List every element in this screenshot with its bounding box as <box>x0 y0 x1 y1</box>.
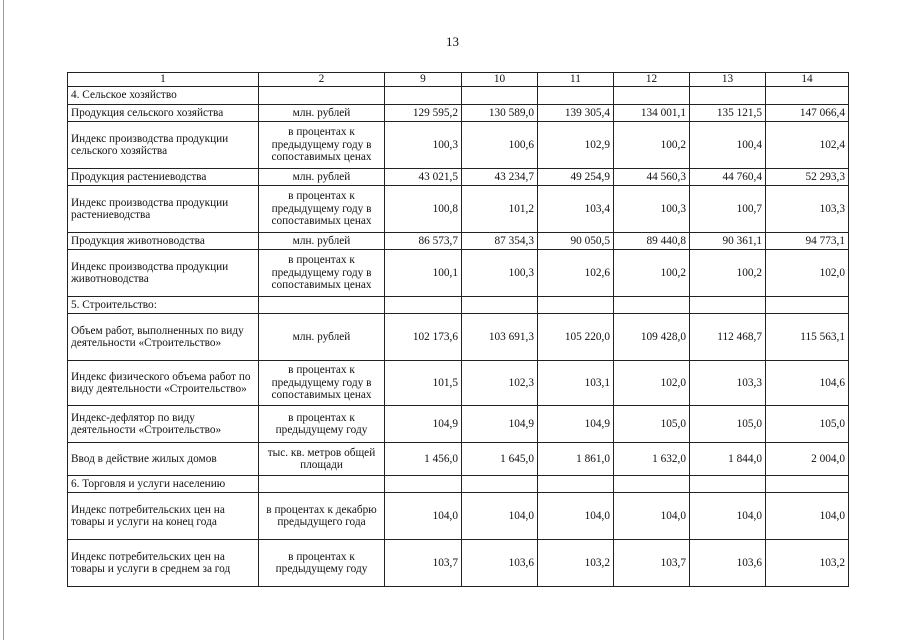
unit-cell: в процентах к предыдущему году в сопоставимых ценах <box>259 250 385 297</box>
empty-cell <box>259 476 385 493</box>
value-cell: 94 773,1 <box>766 233 849 250</box>
value-cell: 1 456,0 <box>385 443 462 476</box>
table-row <box>68 105 849 122</box>
indicator-name: Продукция растениеводства <box>68 169 259 186</box>
value-cell: 100,4 <box>690 122 766 169</box>
value-cell: 103 691,3 <box>462 314 538 361</box>
empty-cell <box>766 297 849 314</box>
value-cell: 102,9 <box>538 122 614 169</box>
value-cell: 109 428,0 <box>614 314 690 361</box>
unit-cell: в процентах к предыдущему году в сопоставимых ценах <box>259 186 385 233</box>
value-cell: 139 305,4 <box>538 105 614 122</box>
column-header: 1 <box>68 73 259 87</box>
value-cell: 105,0 <box>766 406 849 443</box>
value-cell: 103,2 <box>538 540 614 587</box>
scan-edge-line <box>3 0 4 640</box>
unit-cell: млн. рублей <box>259 233 385 250</box>
empty-cell <box>259 297 385 314</box>
indicator-name: Индекс производства продукции животноводства <box>68 250 259 297</box>
column-header: 10 <box>462 73 538 87</box>
indicator-name: Индекс потребительских цен на товары и услуги на конец года <box>68 493 259 540</box>
empty-cell <box>462 297 538 314</box>
value-cell: 104,9 <box>385 406 462 443</box>
empty-cell <box>385 297 462 314</box>
unit-cell: в процентах к декабрю предыдущего года <box>259 493 385 540</box>
page-number: 13 <box>446 34 459 49</box>
table-body <box>68 87 849 587</box>
unit-cell: в процентах к предыдущему году в сопоставимых ценах <box>259 122 385 169</box>
value-cell: 100,8 <box>385 186 462 233</box>
value-cell: 101,5 <box>385 361 462 406</box>
value-cell: 43 021,5 <box>385 169 462 186</box>
value-cell: 104,9 <box>462 406 538 443</box>
section-title: 6. Торговля и услуги населению <box>68 476 259 493</box>
statistics-table <box>67 72 849 587</box>
value-cell: 49 254,9 <box>538 169 614 186</box>
value-cell: 89 440,8 <box>614 233 690 250</box>
value-cell: 90 361,1 <box>690 233 766 250</box>
table-row <box>68 169 849 186</box>
table-row <box>68 361 849 406</box>
indicator-name: Индекс потребительских цен на товары и услуги в среднем за год <box>68 540 259 587</box>
empty-cell <box>538 297 614 314</box>
value-cell: 43 234,7 <box>462 169 538 186</box>
value-cell: 100,1 <box>385 250 462 297</box>
value-cell: 1 632,0 <box>614 443 690 476</box>
value-cell: 100,3 <box>385 122 462 169</box>
empty-cell <box>690 87 766 105</box>
value-cell: 104,9 <box>538 406 614 443</box>
column-number-row <box>68 73 849 87</box>
value-cell: 112 468,7 <box>690 314 766 361</box>
indicator-name: Продукция животноводства <box>68 233 259 250</box>
value-cell: 115 563,1 <box>766 314 849 361</box>
value-cell: 105,0 <box>614 406 690 443</box>
value-cell: 103,3 <box>766 186 849 233</box>
value-cell: 100,6 <box>462 122 538 169</box>
indicator-name: Продукция сельского хозяйства <box>68 105 259 122</box>
value-cell: 102,0 <box>766 250 849 297</box>
indicator-name: Индекс производства продукции сельского хозяйства <box>68 122 259 169</box>
value-cell: 135 121,5 <box>690 105 766 122</box>
unit-cell: в процентах к предыдущему году в сопоставимых ценах <box>259 361 385 406</box>
value-cell: 134 001,1 <box>614 105 690 122</box>
value-cell: 44 760,4 <box>690 169 766 186</box>
value-cell: 103,1 <box>538 361 614 406</box>
empty-cell <box>385 87 462 105</box>
value-cell: 103,4 <box>538 186 614 233</box>
empty-cell <box>614 87 690 105</box>
value-cell: 44 560,3 <box>614 169 690 186</box>
value-cell: 103,6 <box>462 540 538 587</box>
column-header: 11 <box>538 73 614 87</box>
value-cell: 100,3 <box>614 186 690 233</box>
indicator-name: Объем работ, выполненных по виду деятельности «Строительство» <box>68 314 259 361</box>
unit-cell: в процентах к предыдущему году <box>259 406 385 443</box>
empty-cell <box>538 476 614 493</box>
value-cell: 147 066,4 <box>766 105 849 122</box>
empty-cell <box>614 297 690 314</box>
column-header: 14 <box>766 73 849 87</box>
indicator-name: Ввод в действие жилых домов <box>68 443 259 476</box>
empty-cell <box>690 476 766 493</box>
unit-cell: в процентах к предыдущему году <box>259 540 385 587</box>
value-cell: 100,2 <box>614 250 690 297</box>
indicator-name: Индекс-дефлятор по виду деятельности «Строительство» <box>68 406 259 443</box>
table-row <box>68 314 849 361</box>
unit-cell: млн. рублей <box>259 169 385 186</box>
value-cell: 90 050,5 <box>538 233 614 250</box>
value-cell: 103,7 <box>385 540 462 587</box>
unit-cell: тыс. кв. метров общей площади <box>259 443 385 476</box>
value-cell: 101,2 <box>462 186 538 233</box>
value-cell: 2 004,0 <box>766 443 849 476</box>
value-cell: 1 645,0 <box>462 443 538 476</box>
value-cell: 1 861,0 <box>538 443 614 476</box>
table-row <box>68 493 849 540</box>
unit-cell: млн. рублей <box>259 314 385 361</box>
column-header: 13 <box>690 73 766 87</box>
value-cell: 104,0 <box>614 493 690 540</box>
value-cell: 52 293,3 <box>766 169 849 186</box>
empty-cell <box>690 297 766 314</box>
value-cell: 100,3 <box>462 250 538 297</box>
empty-cell <box>766 476 849 493</box>
value-cell: 87 354,3 <box>462 233 538 250</box>
value-cell: 104,0 <box>538 493 614 540</box>
empty-cell <box>259 87 385 105</box>
value-cell: 102,6 <box>538 250 614 297</box>
value-cell: 105 220,0 <box>538 314 614 361</box>
value-cell: 1 844,0 <box>690 443 766 476</box>
empty-cell <box>462 87 538 105</box>
value-cell: 100,7 <box>690 186 766 233</box>
table-row <box>68 122 849 169</box>
section-row <box>68 87 849 105</box>
value-cell: 86 573,7 <box>385 233 462 250</box>
table-row <box>68 406 849 443</box>
table-row <box>68 233 849 250</box>
empty-cell <box>614 476 690 493</box>
value-cell: 102,4 <box>766 122 849 169</box>
value-cell: 104,0 <box>385 493 462 540</box>
value-cell: 103,3 <box>690 361 766 406</box>
column-header: 12 <box>614 73 690 87</box>
value-cell: 100,2 <box>690 250 766 297</box>
column-header: 2 <box>259 73 385 87</box>
unit-cell: млн. рублей <box>259 105 385 122</box>
value-cell: 105,0 <box>690 406 766 443</box>
table-row <box>68 186 849 233</box>
section-title: 5. Строительство: <box>68 297 259 314</box>
section-row <box>68 476 849 493</box>
table-row <box>68 250 849 297</box>
value-cell: 104,0 <box>690 493 766 540</box>
empty-cell <box>766 87 849 105</box>
value-cell: 102,3 <box>462 361 538 406</box>
section-title: 4. Сельское хозяйство <box>68 87 259 105</box>
value-cell: 104,6 <box>766 361 849 406</box>
empty-cell <box>462 476 538 493</box>
table-row <box>68 540 849 587</box>
value-cell: 100,2 <box>614 122 690 169</box>
table-row <box>68 443 849 476</box>
empty-cell <box>538 87 614 105</box>
value-cell: 102 173,6 <box>385 314 462 361</box>
indicator-name: Индекс производства продукции растениеводства <box>68 186 259 233</box>
section-row <box>68 297 849 314</box>
column-header: 9 <box>385 73 462 87</box>
value-cell: 102,0 <box>614 361 690 406</box>
value-cell: 130 589,0 <box>462 105 538 122</box>
value-cell: 104,0 <box>766 493 849 540</box>
value-cell: 129 595,2 <box>385 105 462 122</box>
value-cell: 103,2 <box>766 540 849 587</box>
value-cell: 104,0 <box>462 493 538 540</box>
value-cell: 103,7 <box>614 540 690 587</box>
indicator-name: Индекс физического объема работ по виду деятельности «Строительство» <box>68 361 259 406</box>
value-cell: 103,6 <box>690 540 766 587</box>
empty-cell <box>385 476 462 493</box>
